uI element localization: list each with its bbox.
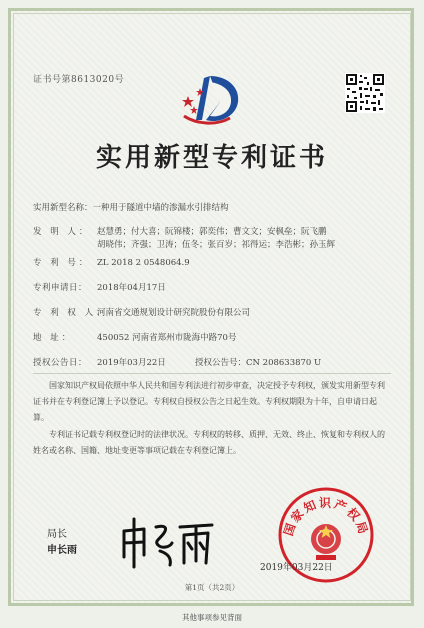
patent-office-logo-icon	[180, 72, 244, 128]
field-application-date: 专利申请日： 2018年04月17日	[33, 283, 166, 293]
legal-status-paragraph: 专利证书记载专利权登记时的法律状况。专利权的转移、质押、无效、终止、恢复和专利权人的姓名或名称、国籍、地址变更等事项记载在专利登记簿上。	[33, 430, 385, 455]
grant-number-label: 授权公告号：	[195, 358, 247, 368]
field-utility-model-name: 实用新型名称：一种用于隧道中墙的渗漏水引排结构	[33, 203, 229, 213]
field-patentee: 专 利 权 人：河南省交通规划设计研究院股份有限公司	[33, 308, 251, 318]
director-name: 申长雨	[47, 545, 77, 556]
qr-code-icon	[345, 73, 385, 113]
director-signature	[118, 517, 216, 569]
grant-statement-paragraph: 国家知识产权局依照中华人民共和国专利法进行初步审查，决定授予专利权，颁发实用新型专利证书并在专利登记簿上予以登记。专利权自授权公告之日起生效。专利权期限为十年，自申请日起算。	[33, 381, 385, 422]
issue-date: 2019年03月22日	[260, 563, 333, 573]
field-inventors-continued: 胡晓伟；齐强；卫涛；伍冬；张百岁；祁得运；李浩彬；孙玉辉	[97, 240, 336, 250]
grant-number-value: CN 208633870 U	[246, 358, 322, 368]
field-patent-number: 专 利 号： ZL 2018 2 0548064.9	[33, 258, 190, 268]
divider-line	[33, 373, 391, 374]
seal-text: 国家知识产权局	[281, 496, 371, 538]
certificate-title: 实用新型专利证书	[95, 143, 328, 173]
director-title: 局长	[47, 529, 67, 540]
page-number: 第1页（共2页）	[184, 583, 240, 592]
certificate-number: 证书号第8613020号	[33, 75, 125, 85]
footer-note: 其他事项参见背面	[182, 613, 242, 622]
field-inventors: 发 明 人： 赵慧勇；付大喜；阮锦楼；郭奕伟；曹文文；安枫垒；阮飞鹏	[33, 227, 327, 237]
field-grant-date: 授权公告日： 2019年03月22日 授权公告号：CN 208633870 U	[33, 358, 322, 368]
field-address: 地 址： 450052 河南省郑州市陇海中路70号	[33, 333, 237, 343]
